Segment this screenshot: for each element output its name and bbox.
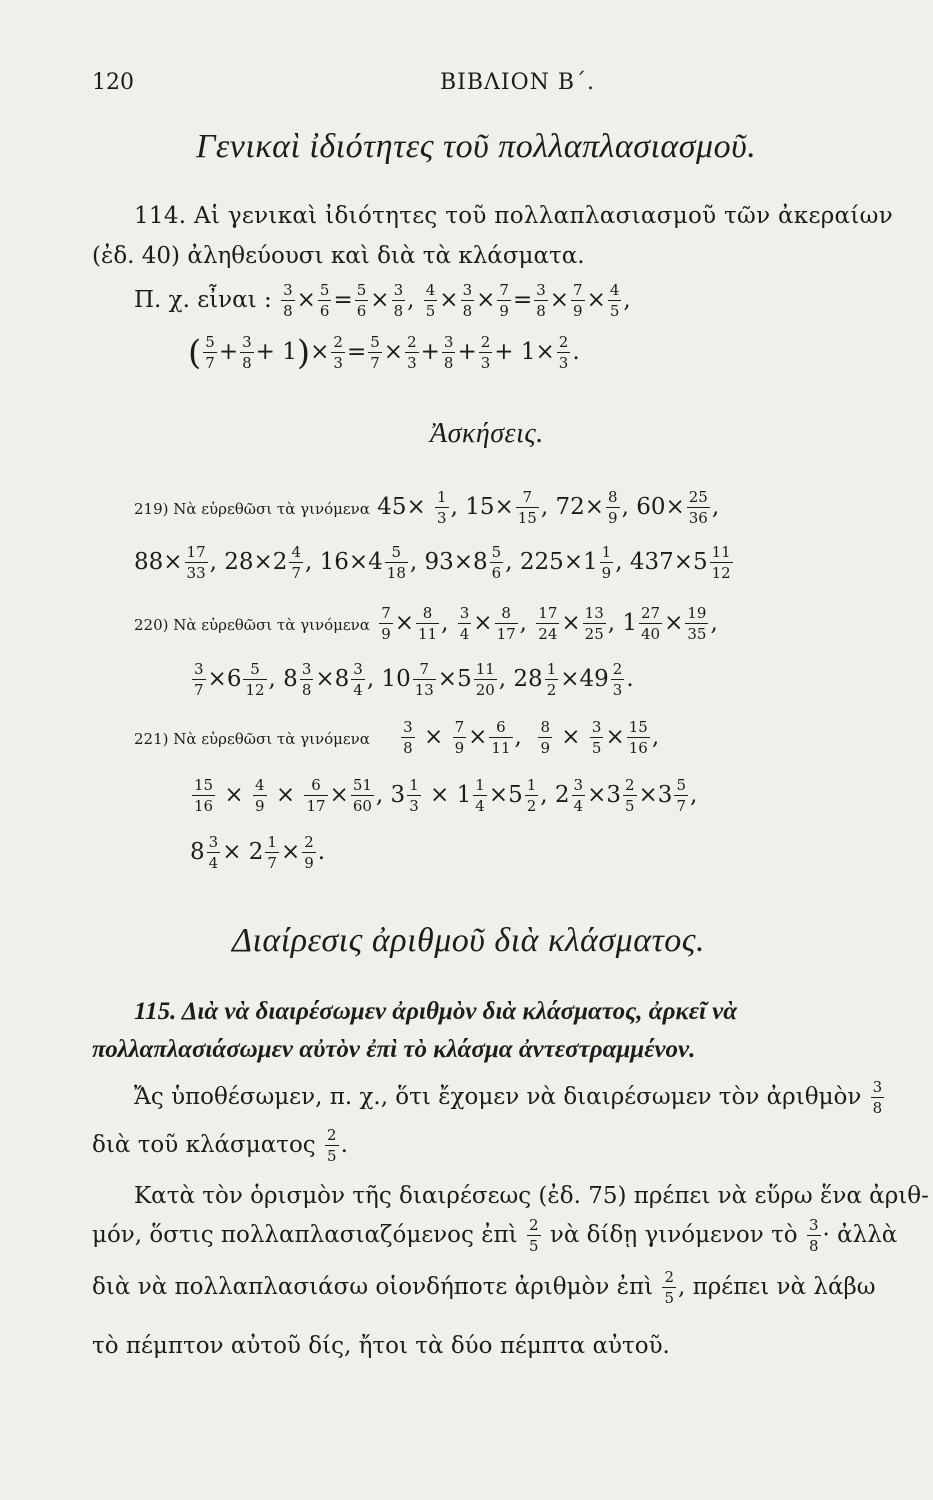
section-title-general-properties: Γενικαὶ ἰδιότητες τοῦ πολλαπλασιασμοῦ. bbox=[196, 128, 757, 165]
fraction: $\frac{8}{11}$ bbox=[418, 604, 438, 643]
fraction: $\frac{27}{40}$ bbox=[641, 604, 661, 643]
fraction: $\frac{2}{5}$ bbox=[664, 1268, 675, 1307]
running-title: ΒΙΒΛΙΟΝ Β΄. bbox=[440, 70, 596, 95]
fraction: $\frac{13}{25}$ bbox=[584, 604, 604, 643]
fraction: $\frac{3}{8}$ bbox=[403, 718, 413, 757]
exercise-221-label: 221) Νὰ εὑρεθῶσι τὰ γινόμενα bbox=[134, 730, 370, 748]
exercise-220-line1: 220) Νὰ εὑρεθῶσι τὰ γινόμενα $\frac{7}{9}$ × $\frac{8}{11}$ , $\frac{3}{4}$ × $\frac{8}{17}$ , $\frac{17}{24}$ × $\frac{13}{25}$ , 1 $\frac{27}{40}$ × $\frac{19}{35}$ , bbox=[134, 604, 718, 643]
exercise-221-line3: 8 $\frac{3}{4}$ × 2 $\frac{1}{7}$ × $\frac{2}{9}$ . bbox=[190, 833, 326, 872]
fraction: $\frac{3}{5}$ bbox=[591, 718, 602, 757]
paragraph-114-line1: 114. Αἱ γενικαὶ ἰδιότητες τοῦ πολλαπλασιασμοῦ τῶν ἀκεραίων bbox=[134, 203, 894, 229]
fraction: $\frac{2}{9}$ bbox=[304, 833, 314, 872]
fraction: $\frac{1}{9}$ bbox=[601, 543, 612, 582]
exercise-220-label: 220) Νὰ εὑρεθῶσι τὰ γινόμενα bbox=[134, 616, 370, 634]
fraction: $\frac{4}{9}$ bbox=[255, 776, 265, 815]
fraction: $\frac{6}{17}$ bbox=[306, 776, 326, 815]
fraction: $\frac{8}{17}$ bbox=[496, 604, 516, 643]
paragraph-2-text: μόν, ὅστις πολλαπλασιαζόμενος ἐπὶ bbox=[92, 1222, 518, 1248]
paragraph-2-line2 bbox=[92, 1218, 897, 1254]
fraction: $\frac{3}{8}$ bbox=[242, 333, 252, 372]
fraction: $\frac{17}{24}$ bbox=[538, 604, 558, 643]
example-intro: Π. χ. εἶναι : bbox=[134, 287, 272, 313]
fraction: $\frac{2}{3}$ bbox=[407, 333, 417, 372]
fraction: $\frac{5}{6}$ bbox=[319, 281, 330, 320]
fraction: $\frac{5}{6}$ bbox=[356, 281, 367, 320]
fraction: $\frac{11}{20}$ bbox=[475, 660, 495, 699]
rule-115-line2: πολλαπλασιάσωμεν αὐτὸν ἐπὶ τὸ κλάσμα ἀντεστραμμένον. bbox=[92, 1036, 696, 1063]
example-line-2: ( $\frac{5}{7}$ + $\frac{3}{8}$ + 1)× $\frac{2}{3}$ = $\frac{5}{7}$ × $\frac{2}{3}$ + $\frac{3}{8}$ + $\frac{2}{3}$ + 1× $\frac{2}{3}$ . bbox=[188, 333, 580, 373]
fraction: $\frac{5}{12}$ bbox=[245, 660, 265, 699]
fraction: $\frac{2}{3}$ bbox=[558, 333, 569, 372]
fraction: $\frac{19}{35}$ bbox=[687, 604, 707, 643]
fraction: $\frac{17}{33}$ bbox=[186, 543, 206, 582]
fraction: $\frac{3}{8}$ bbox=[283, 281, 293, 320]
exercise-221-line1: 221) Νὰ εὑρεθῶσι τὰ γινόμενα $\frac{3}{8}$ × $\frac{7}{9}$ × $\frac{6}{11}$ , $\frac{8}{9}$ × $\frac{3}{5}$ × $\frac{15}{16}$ , bbox=[134, 718, 660, 757]
fraction: $\frac{2}{5}$ bbox=[624, 776, 635, 815]
fraction: $\frac{3}{8}$ bbox=[536, 281, 546, 320]
fraction: $\frac{4}{5}$ bbox=[425, 281, 436, 320]
fraction: $\frac{2}{5}$ bbox=[327, 1126, 337, 1165]
paragraph-2-line3 bbox=[92, 1270, 876, 1306]
exercise-220-line2: $\frac{3}{7}$ ×6 $\frac{5}{12}$ , 8 $\frac{3}{8}$ ×8 $\frac{3}{4}$ , 10 $\frac{7}{13}$ ×5 $\frac{11}{20}$ , 28 $\frac{1}{2}$ ×49 $\frac{2}{3}$ . bbox=[194, 660, 634, 699]
fraction: $\frac{11}{12}$ bbox=[711, 543, 731, 582]
paragraph-1-line1 bbox=[134, 1080, 886, 1116]
fraction: $\frac{7}{9}$ bbox=[573, 281, 583, 320]
fraction: $\frac{7}{13}$ bbox=[414, 660, 434, 699]
exercise-219-line1: 219) Νὰ εὑρεθῶσι τὰ γινόμενα 45× $\frac{1}{3}$ , 15× $\frac{7}{15}$ , 72× $\frac{8}{9}$ , 60× $\frac{25}{36}$ , bbox=[134, 488, 720, 527]
exercises-title: Ἀσκήσεις. bbox=[430, 418, 544, 449]
fraction: $\frac{1}{3}$ bbox=[409, 776, 419, 815]
paragraph-2-text: · ἀλλὰ bbox=[822, 1222, 898, 1248]
fraction: $\frac{3}{4}$ bbox=[573, 776, 584, 815]
fraction: $\frac{7}{9}$ bbox=[499, 281, 509, 320]
fraction: $\frac{3}{4}$ bbox=[353, 660, 363, 699]
fraction: $\frac{1}{3}$ bbox=[437, 488, 447, 527]
page-number: 120 bbox=[92, 70, 134, 95]
paragraph-2-text: νὰ δίδῃ γινόμενον τὸ bbox=[549, 1222, 798, 1248]
fraction: $\frac{2}{3}$ bbox=[612, 660, 623, 699]
fraction: $\frac{1}{4}$ bbox=[475, 776, 485, 815]
fraction: $\frac{7}{15}$ bbox=[517, 488, 537, 527]
example-line-1: Π. χ. εἶναι : $\frac{3}{8}$ × $\frac{5}{6}$ = $\frac{5}{6}$ × $\frac{3}{8}$ , $\frac{4}{5}$ × $\frac{3}{8}$ × $\frac{7}{9}$ = $\frac{3}{8}$ × $\frac{7}{9}$ × $\frac{4}{5}$ , bbox=[134, 281, 631, 320]
fraction: $\frac{25}{36}$ bbox=[688, 488, 708, 527]
fraction: $\frac{8}{9}$ bbox=[608, 488, 618, 527]
fraction: $\frac{3}{8}$ bbox=[301, 660, 312, 699]
fraction: $\frac{51}{60}$ bbox=[352, 776, 372, 815]
paragraph-2-line1: Κατὰ τὸν ὁρισμὸν τῆς διαιρέσεως (ἐδ. 75) πρέπει νὰ εὕρω ἕνα ἀριθ- bbox=[134, 1183, 929, 1209]
paragraph-2-line4: τὸ πέμπτον αὐτοῦ δίς, ἤτοι τὰ δύο πέμπτα αὐτοῦ. bbox=[92, 1333, 670, 1359]
fraction: $\frac{3}{8}$ bbox=[443, 333, 454, 372]
exercise-219-label: 219) Νὰ εὑρεθῶσι τὰ γινόμενα bbox=[134, 500, 370, 518]
rule-115-line1: 115. Διὰ νὰ διαιρέσωμεν ἀριθμὸν διὰ κλάσματος, ἀρκεῖ νὰ bbox=[134, 998, 738, 1025]
fraction: $\frac{5}{18}$ bbox=[386, 543, 406, 582]
fraction: $\frac{5}{7}$ bbox=[676, 776, 686, 815]
fraction: $\frac{3}{4}$ bbox=[459, 604, 470, 643]
paragraph-2-text: διὰ νὰ πολλαπλασιάσω οἱονδήποτε ἀριθμὸν ἐπὶ bbox=[92, 1274, 654, 1300]
fraction: $\frac{3}{4}$ bbox=[208, 833, 219, 872]
fraction: $\frac{2}{3}$ bbox=[480, 333, 491, 372]
fraction: $\frac{1}{7}$ bbox=[267, 833, 277, 872]
fraction: $\frac{5}{7}$ bbox=[205, 333, 215, 372]
exercise-221-line2: $\frac{15}{16}$ × $\frac{4}{9}$ × $\frac{6}{17}$ × $\frac{51}{60}$ , 3 $\frac{1}{3}$ × 1 $\frac{1}{4}$ ×5 $\frac{1}{2}$ , 2 $\frac{3}{4}$ ×3 $\frac{2}{5}$ ×3 $\frac{5}{7}$ , bbox=[194, 776, 698, 815]
paragraph-1-line2: διὰ τοῦ κλάσματος $\frac{2}{5}$ . bbox=[92, 1126, 348, 1165]
fraction: $\frac{7}{9}$ bbox=[454, 718, 465, 757]
fraction: $\frac{5}{6}$ bbox=[491, 543, 502, 582]
paragraph-114-line2: (ἐδ. 40) ἀληθεύουσι καὶ διὰ τὰ κλάσματα. bbox=[92, 243, 585, 269]
exercise-219-line2: 88× $\frac{17}{33}$ , 28×2 $\frac{4}{7}$ , 16×4 $\frac{5}{18}$ , 93×8 $\frac{5}{6}$ , 225×1 $\frac{1}{9}$ , 437×5 $\frac{11}{12}$ bbox=[134, 543, 731, 582]
fraction: $\frac{4}{7}$ bbox=[291, 543, 301, 582]
fraction: $\frac{1}{2}$ bbox=[526, 776, 537, 815]
fraction: $\frac{3}{8}$ bbox=[808, 1216, 819, 1255]
fraction: $\frac{15}{16}$ bbox=[194, 776, 214, 815]
paragraph-1-text: διὰ τοῦ κλάσματος bbox=[92, 1132, 316, 1158]
fraction: $\frac{6}{11}$ bbox=[491, 718, 511, 757]
fraction: $\frac{15}{16}$ bbox=[628, 718, 648, 757]
section-title-division: Διαίρεσις ἀριθμοῦ διὰ κλάσματος. bbox=[232, 922, 706, 959]
fraction: $\frac{3}{7}$ bbox=[194, 660, 204, 699]
fraction: $\frac{3}{8}$ bbox=[872, 1078, 883, 1117]
fraction: $\frac{2}{5}$ bbox=[529, 1216, 539, 1255]
fraction: $\frac{2}{3}$ bbox=[333, 333, 343, 372]
fraction: $\frac{5}{7}$ bbox=[370, 333, 380, 372]
fraction: $\frac{4}{5}$ bbox=[609, 281, 620, 320]
fraction: $\frac{3}{8}$ bbox=[393, 281, 404, 320]
fraction: $\frac{1}{2}$ bbox=[546, 660, 557, 699]
paragraph-1-text: Ἄς ὑποθέσωμεν, π. χ., ὅτι ἔχομεν νὰ διαιρέσωμεν τὸν ἀριθμὸν bbox=[134, 1084, 862, 1110]
paragraph-2-text: , πρέπει νὰ λάβω bbox=[678, 1274, 876, 1300]
fraction: $\frac{8}{9}$ bbox=[540, 718, 550, 757]
fraction: $\frac{7}{9}$ bbox=[381, 604, 391, 643]
fraction: $\frac{3}{8}$ bbox=[462, 281, 473, 320]
